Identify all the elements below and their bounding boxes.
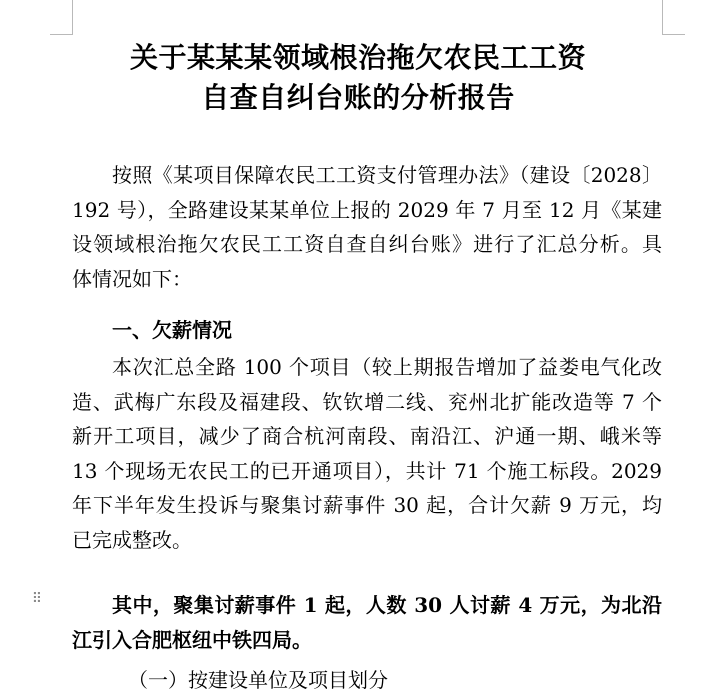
paragraph-line: 体情况如下： [72, 266, 192, 291]
paragraph-line: 江引入合肥枢纽中铁四局。 [72, 627, 312, 652]
section-heading-wage-arrears: 一、欠薪情况 [112, 318, 232, 342]
drag-handle-icon[interactable]: ⠿ [31, 591, 43, 607]
crop-mark-top-left [50, 0, 73, 35]
crop-mark-top-right [662, 0, 685, 35]
paragraph-line: 其中，聚集讨薪事件 1 起，人数 30 人讨薪 4 万元，为北沿 [112, 593, 662, 617]
paragraph-line: 13 个现场无农民工的已开通项目），共计 71 个施工标段。2029 [72, 458, 662, 483]
paragraph-line: 新开工项目，减少了商合杭河南段、南沿江、沪通一期、峨米等 [72, 424, 662, 448]
document-title-line-2: 自查自纠台账的分析报告 [201, 81, 515, 114]
paragraph-line: 按照《某项目保障农民工工资支付管理办法》（建设〔2028〕 [112, 163, 662, 187]
paragraph-line: 192 号），全路建设某某单位上报的 2029 年 7 月至 12 月《某建 [72, 197, 662, 222]
paragraph-line: 年下半年发生投诉与聚集讨薪事件 30 起，合计欠薪 9 万元，均 [72, 493, 662, 517]
document-title-line-1: 关于某某某领域根治拖欠农民工工资 [129, 41, 586, 74]
paragraph-bold-highlight [72, 588, 662, 657]
paragraph-line: 已完成整改。 [72, 527, 192, 552]
paragraph-line: 设领域根治拖欠农民工工资自查自纠台账》进行了汇总分析。具 [72, 232, 662, 256]
paragraph-line: 本次汇总全路 100 个项目（较上期报告增加了益娄电气化改 [112, 355, 662, 379]
paragraph-intro [72, 158, 662, 296]
paragraph-line: 造、武梅广东段及福建段、钦钦增二线、兖州北扩能改造等 7 个 [72, 389, 662, 414]
paragraph-summary [72, 350, 662, 557]
subsection-heading-by-unit: （一）按建设单位及项目划分 [128, 668, 388, 692]
